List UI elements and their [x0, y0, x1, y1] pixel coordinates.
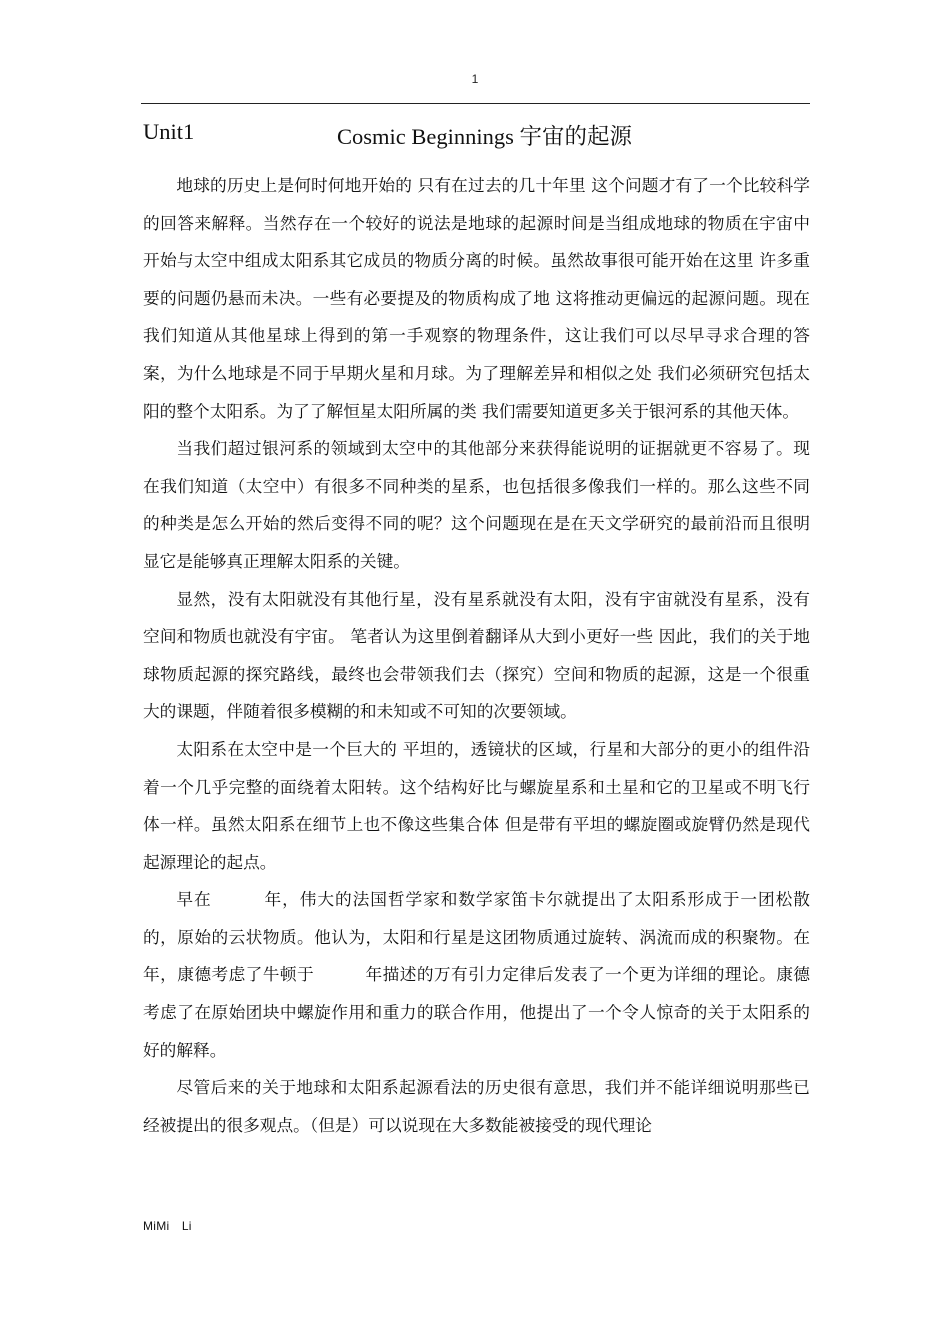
paragraph: 尽管后来的关于地球和太阳系起源看法的历史很有意思，我们并不能详细说明那些已经被提出的很多观点。（但是）可以说现在大多数能被接受的现代理论 [143, 1077, 810, 1135]
header-rule [141, 103, 810, 104]
unit-title: Cosmic Beginnings 宇宙的起源 [337, 124, 633, 149]
unit-heading [143, 119, 813, 151]
page-number: 1 [471, 72, 479, 86]
paragraph: 早在 年，伟大的法国哲学家和数学家笛卡尔就提出了太阳系形成于一团松散的，原始的云状物质。他认为，太阳和行星是这团物质通过旋转、涡流而成的积聚物。在 年，康德考虑了牛顿于 年描述的万有引力定律后发表了一个更为详细的理论。康德考虑了在原始团块中螺旋作用和重力的联合作用，他提出了一个令人惊奇的关于太阳系的好的解释。 [143, 889, 861, 1060]
paragraph: 太阳系在太空中是一个巨大的 平坦的，透镜状的区域，行星和大部分的更小的组件沿着一个几乎完整的面绕着太阳转。这个结构好比与螺旋星系和土星和它的卫星或不明飞行体一样。虽然太阳系在细节上也不像这些集合体 但是带有平坦的螺旋圈或旋臂仍然是现代起源理论的起点。 [143, 738, 810, 872]
document-body [143, 167, 861, 1144]
footer-author: MiMi Li [143, 1219, 192, 1233]
paragraph: 当我们超过银河系的领域到太空中的其他部分来获得能说明的证据就更不容易了。现在我们知道（太空中）有很多不同种类的星系，也包括很多像我们一样的。那么这些不同的种类是怎么开始的然后变得不同的呢？这个问题现在是在天文学研究的最前沿而且很明显它是能够真正理解太阳系的关键。 [143, 438, 810, 571]
paragraph: 显然，没有太阳就没有其他行星，没有星系就没有太阳，没有宇宙就没有星系，没有空间和物质也就没有宇宙。 笔者认为这里倒着翻译从大到小更好一些 因此，我们的关于地球物质起源的探究路线，最终也会带领我们去（探究）空间和物质的起源，这是一个很重大的课题，伴随着很多模糊的和未知或不可知的次要领域。 [143, 588, 810, 722]
unit-label: Unit1 [143, 119, 195, 144]
paragraph: 地球的历史上是何时何地开始的 只有在过去的几十年里 这个问题才有了一个比较科学的回答来解释。当然存在一个较好的说法是地球的起源时间是当组成地球的物质在宇宙中开始与太空中组成太阳系其它成员的物质分离的时候。虽然故事很可能开始在这里 许多重要的问题仍悬而未决。一些有必要提及的物质构成了地 这将推动更偏远的起源问题。现在我们知道从其他星球上得到的第一手观察的物理条件，这让我们可以尽早寻求合理的答案，为什么地球是不同于早期火星和月球。为了理解差异和相似之处 我们必须研究包括太阳的整个太阳系。为了了解恒星太阳所属的类 我们需要知道更多关于银河系的其他天体。 [143, 175, 810, 421]
